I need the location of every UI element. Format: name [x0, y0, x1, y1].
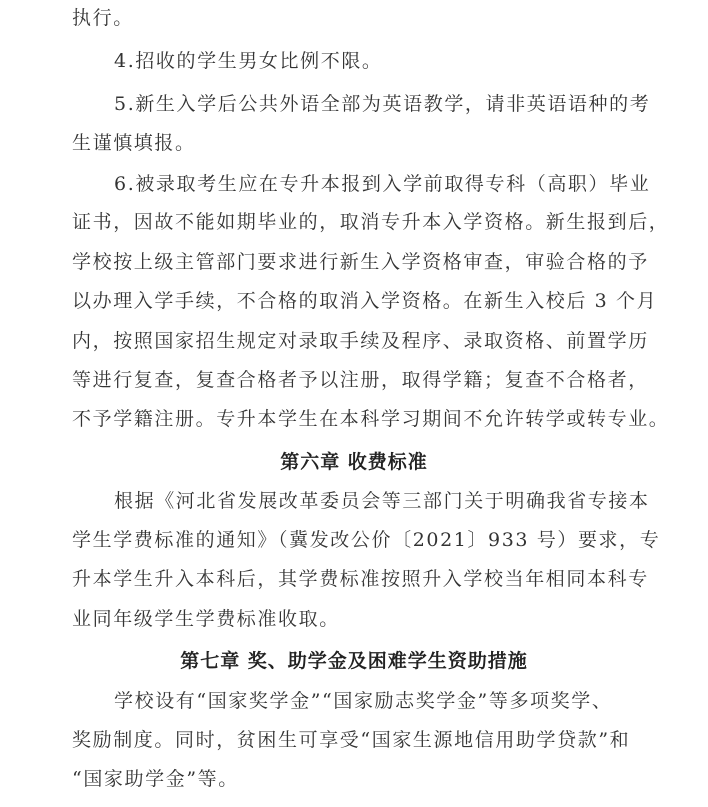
text-line: 4.招收的学生男女比例不限。	[114, 50, 383, 72]
text-line: 奖励制度。同时，贫困生可享受“国家生源地信用助学贷款”和	[72, 729, 631, 751]
text-line: 以办理入学手续，不合格的取消入学资格。在新生入校后 3 个月	[72, 290, 658, 312]
text-line: 升本学生升入本科后，其学费标准按照升入学校当年相同本科专	[72, 568, 649, 590]
text-line: 学校按上级主管部门要求进行新生入学资格审查，审验合格的予	[72, 251, 649, 273]
chapter-heading-scholarships: 第七章 奖、助学金及困难学生资助措施	[180, 650, 528, 672]
text-line: 执行。	[72, 7, 134, 29]
text-line: 业同年级学生学费标准收取。	[72, 608, 340, 630]
text-line: 不予学籍注册。专升本学生在本科学习期间不允许转学或转专业。	[72, 408, 670, 430]
text-line: 5.新生入学后公共外语全部为英语教学，请非英语语种的考	[114, 93, 651, 115]
text-line: “国家助学金”等。	[72, 768, 239, 790]
chapter-heading-fees: 第六章 收费标准	[280, 451, 428, 473]
text-line: 学校设有“国家奖学金”“国家励志奖学金”等多项奖学、	[114, 690, 613, 712]
text-line: 证书，因故不能如期毕业的，取消专升本入学资格。新生报到后，	[72, 211, 670, 233]
text-line: 6.被录取考生应在专升本报到入学前取得专科（高职）毕业	[114, 173, 651, 195]
text-line: 学生学费标准的通知》（冀发改公价〔2021〕933 号）要求，专	[72, 529, 661, 551]
text-line: 根据《河北省发展改革委员会等三部门关于明确我省专接本	[114, 490, 650, 512]
text-line: 等进行复查，复查合格者予以注册，取得学籍；复查不合格者，	[72, 369, 649, 391]
text-line: 生谨慎填报。	[72, 132, 196, 154]
text-line: 内，按照国家招生规定对录取手续及程序、录取资格、前置学历	[72, 330, 649, 352]
